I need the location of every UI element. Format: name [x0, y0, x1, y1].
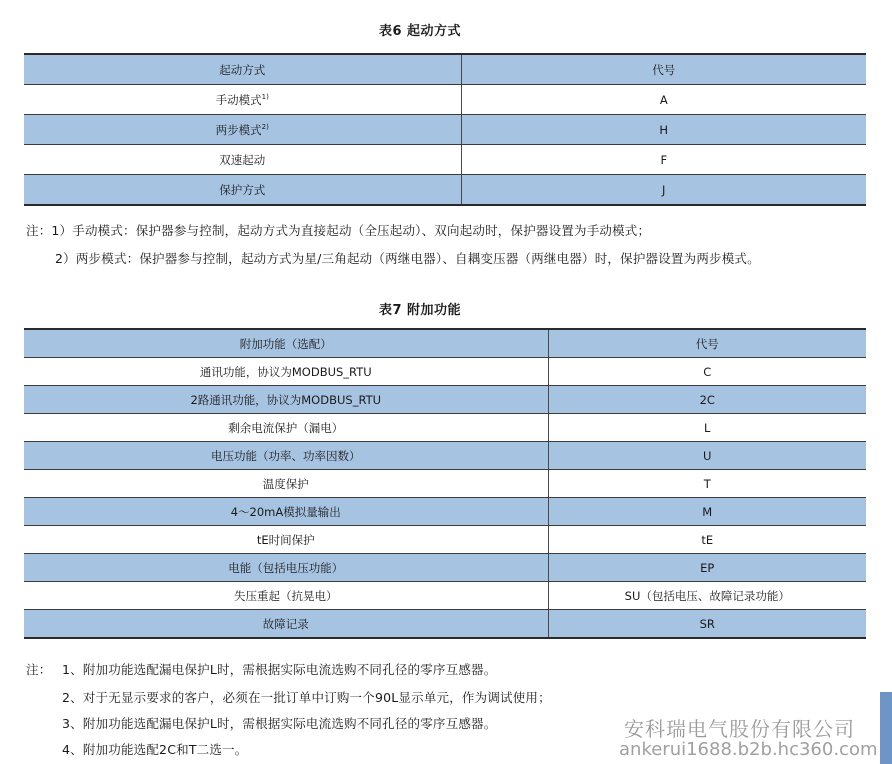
watermark-url: ankerui1688.b2b.hc360.com — [619, 739, 878, 760]
table7-header-row — [24, 329, 866, 358]
table-row — [24, 470, 866, 498]
table6-cell-code: A — [461, 85, 866, 115]
table7-cell-code: SU（包括电压、故障记录功能） — [548, 582, 866, 610]
table6-note-2: 2）两步模式：保护器参与控制，起动方式为星/三角起动（两继电器）、自耦变压器（两继电器）时，保护器设置为两步模式。 — [55, 251, 760, 266]
table7-header-func: 附加功能（选配） — [24, 329, 548, 358]
table7-cell-code: U — [548, 442, 866, 470]
watermark-company: 安科瑞电气股份有限公司 — [624, 717, 855, 741]
page-edge-bar — [880, 692, 892, 764]
table6-header-code: 代号 — [461, 54, 866, 85]
table7-note-3: 3、附加功能选配漏电保护L时，需根据实际电流选购不同孔径的零序互感器。 — [62, 716, 497, 731]
table7-cell-func: 4～20mA模拟量输出 — [24, 498, 548, 526]
table-row — [24, 145, 866, 175]
table-row — [24, 175, 866, 206]
table7 — [24, 328, 866, 639]
table7-cell-func: 温度保护 — [24, 470, 548, 498]
table-row — [24, 85, 866, 115]
table7-header-code: 代号 — [548, 329, 866, 358]
table-row — [24, 554, 866, 582]
table7-title: 表7 附加功能 — [378, 303, 462, 318]
table7-cell-code: EP — [548, 554, 866, 582]
table-row — [24, 386, 866, 414]
table-row — [24, 115, 866, 145]
table6-header-row — [24, 54, 866, 85]
table6-cell-code: F — [461, 145, 866, 175]
table7-cell-code: M — [548, 498, 866, 526]
table-row — [24, 582, 866, 610]
table6-cell-mode: 两步模式$^{2)}$ — [24, 115, 461, 145]
table6-title: 表6 起动方式 — [378, 24, 462, 39]
table7-cell-code: SR — [548, 610, 866, 639]
table-row — [24, 610, 866, 639]
table7-cell-func: 电能（包括电压功能） — [24, 554, 548, 582]
table7-cell-code: tE — [548, 526, 866, 554]
table-row — [24, 414, 866, 442]
table6-header-mode: 起动方式 — [24, 54, 461, 85]
table-row — [24, 442, 866, 470]
table7-note-4: 4、附加功能选配2C和T二选一。 — [62, 742, 248, 757]
table-row — [24, 526, 866, 554]
table7-cell-code: C — [548, 358, 866, 386]
table6 — [24, 53, 866, 206]
table7-note-prefix: 注： — [26, 662, 52, 677]
table7-cell-func: 2路通讯功能，协议为MODBUS_RTU — [24, 386, 548, 414]
table7-note-2: 2、对于无显示要求的客户，必须在一批订单中订购一个90L显示单元，作为调试使用； — [62, 690, 551, 705]
table7-cell-func: tE时间保护 — [24, 526, 548, 554]
table7-cell-code: L — [548, 414, 866, 442]
table7-cell-code: 2C — [548, 386, 866, 414]
table7-cell-func: 失压重起（抗晃电） — [24, 582, 548, 610]
table7-cell-func: 通讯功能，协议为MODBUS_RTU — [24, 358, 548, 386]
table6-cell-mode: 保护方式 — [24, 175, 461, 206]
table7-cell-func: 故障记录 — [24, 610, 548, 639]
table6-cell-code: J — [461, 175, 866, 206]
table7-cell-func: 剩余电流保护（漏电） — [24, 414, 548, 442]
table6-cell-code: H — [461, 115, 866, 145]
table-row — [24, 358, 866, 386]
table-row — [24, 498, 866, 526]
table7-cell-func: 电压功能（功率、功率因数） — [24, 442, 548, 470]
table7-note-1: 1、附加功能选配漏电保护L时，需根据实际电流选购不同孔径的零序互感器。 — [62, 662, 497, 677]
table7-cell-code: T — [548, 470, 866, 498]
table6-note-1: 注：1）手动模式：保护器参与控制，起动方式为直接起动（全压起动）、双向起动时，保护器设置为手动模式； — [26, 223, 651, 238]
table6-cell-mode: 双速起动 — [24, 145, 461, 175]
table6-cell-mode: 手动模式$^{1)}$ — [24, 85, 461, 115]
